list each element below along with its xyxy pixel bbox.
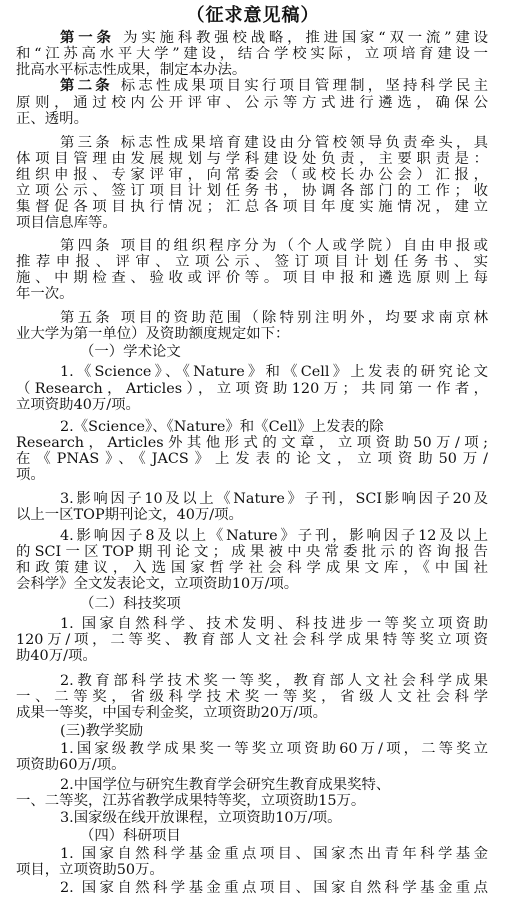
body-line [0, 284, 506, 304]
line-text: 1.国家级教学成果奖一等奖立项资助60万/项，二等奖立 [60, 741, 488, 757]
line-text: 项资助60万/项。 [16, 757, 126, 773]
line-text: 为实施科教强校战略，推进国家“双一流”建设 [114, 30, 488, 46]
line-text: Research，Articles外其他形式的文章，立项资助50万/项; [16, 435, 488, 451]
line-text: 体项目管理由发展规划与学科建设处负责，主要职责是： [16, 151, 488, 167]
body-line [0, 721, 506, 741]
line-text: 会科学》全文发表论文，立项资助10万/项。 [16, 576, 299, 592]
line-text: 在《PNAS》、《JACS》上发表的论文，立项资助50万/ [16, 451, 488, 467]
body-line [0, 826, 506, 846]
line-text: 4.影响因子8及以上《Nature》子刊，影响因子12及以上 [60, 528, 488, 544]
line-text: （一）学术论文 [80, 344, 181, 360]
line-text: 业大学为第一单位）及资助额度规定如下： [16, 326, 290, 342]
body-line [0, 574, 506, 594]
article-number: 第一条 [60, 30, 115, 46]
line-text: 2.《Science》、《Nature》和《Cell》上发表的除 [60, 419, 384, 435]
line-text: 120万/项，二等奖、教育部人文社会科学成果特等奖立项资 [16, 632, 488, 648]
body-line [0, 755, 506, 775]
line-text: （二）科技奖项 [80, 596, 181, 612]
line-text: 和“江苏高水平大学”建设，结合学校实际，立项培育建设一 [16, 46, 488, 62]
line-text: 第四条 项目的组织程序分为（个人或学院）自由申报或 [60, 238, 488, 254]
line-text: 1.《Science》、《Nature》和《Cell》上发表的研究论文 [60, 364, 488, 380]
line-text: 第三条 标志性成果培育建设由分管校领导负责牵头，具 [60, 135, 488, 151]
body-line [0, 342, 506, 362]
line-text: 组织申报、专家评审，向常委会（或校长办公会）汇报， [16, 167, 488, 183]
body-line [0, 213, 506, 233]
line-text: 原则，通过校内公开评审、公示等方式进行遴选，确保公 [16, 95, 488, 111]
body-line [0, 465, 506, 485]
line-text: 第五条 项目的资助范围（除特别注明外，均要求南京林 [60, 310, 488, 326]
document-title: （征求意见稿） [186, 5, 320, 26]
line-text: 和政策建议，入选国家哲学社会科学成果文库，《中国社 [16, 560, 488, 576]
line-text: 正、透明。 [16, 111, 88, 127]
line-text: 施、中期检查、验收或评价等。项目申报和遴选原则上每 [16, 270, 488, 286]
body-line [0, 395, 506, 415]
line-text: 推荐申报、评审、立项公示、签订项目计划任务书、实 [16, 254, 488, 270]
line-text: 成果一等奖，中国专利金奖，立项资助20万/项。 [16, 705, 327, 721]
line-text: 立项公示、签订项目计划任务书，协调各部门的工作；收 [16, 183, 488, 199]
line-text: 一、二等奖，省级科学技术奖一等奖，省级人文社会科学 [16, 689, 488, 705]
line-text: 年一次。 [16, 286, 74, 302]
body-line [0, 646, 506, 666]
line-text: 3.影响因子10及以上《Nature》子刊，SCI影响因子20及 [60, 491, 488, 507]
line-text: 项。 [16, 467, 45, 483]
line-text: 项目，立项资助50万。 [16, 862, 164, 878]
line-text: 项目信息库等。 [16, 215, 117, 231]
line-text: 集督促各项目执行情况；汇总各项目年度实施情况，建立 [16, 199, 488, 215]
body-line [0, 808, 506, 828]
body-line [0, 594, 506, 614]
line-text: 2. 国家自然科学基金重点项目、国家自然科学基金重点 [60, 880, 488, 896]
line-text: 批高水平标志性成果，制定本办法。 [16, 62, 247, 78]
line-text: 标志性成果项目实行项目管理制，坚持科学民主 [112, 78, 488, 94]
body-line [0, 109, 506, 129]
line-text: 1. 国家自然科学、技术发明、科技进步一等奖立项资助 [60, 616, 488, 632]
line-text: 2.教育部科学技术奖一等奖，教育部人文社会科学成果 [60, 673, 488, 689]
line-text: (三)教学奖励 [60, 723, 144, 739]
body-line [0, 860, 506, 880]
article-number: 第二条 [60, 78, 113, 94]
body-line [0, 324, 506, 344]
line-text: 以上一区TOP期刊论文，40万/项。 [16, 507, 243, 523]
line-text: 3.国家级在线开放课程，立项资助10万/项。 [60, 810, 342, 826]
line-text: （四）科研项目 [80, 828, 181, 844]
body-line [0, 878, 506, 898]
line-text: 1. 国家自然科学基金重点项目、国家杰出青年科学基金 [60, 846, 488, 862]
body-line [0, 703, 506, 723]
line-text: 的SCI一区TOP期刊论文；成果被中央常委批示的咨询报告 [16, 544, 488, 560]
line-text: 助40万/项。 [16, 648, 97, 664]
line-text: 立项资助40万/项。 [16, 397, 140, 413]
line-text: 一、二等奖，江苏省教学成果特等奖，立项资助15万。 [16, 793, 366, 809]
body-line [0, 505, 506, 525]
line-text: 2.中国学位与研究生教育学会研究生教育成果奖特、 [60, 777, 391, 793]
line-text: （Research，Articles），立项资助120万；共同第一作者， [16, 381, 488, 397]
